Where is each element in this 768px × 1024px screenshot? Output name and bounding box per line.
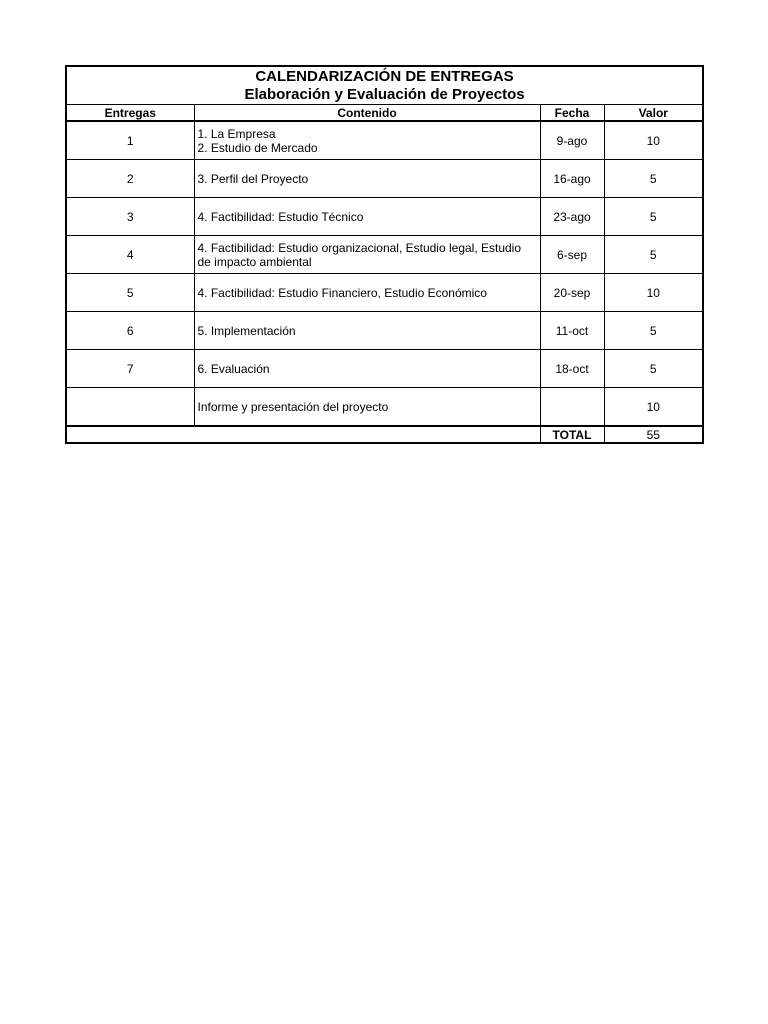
contenido-line: 2. Estudio de Mercado xyxy=(197,140,318,155)
entrega-valor: 5 xyxy=(604,160,703,198)
table-row xyxy=(66,121,703,160)
contenido-line: 6. Evaluación xyxy=(197,361,270,376)
table-row xyxy=(66,274,703,312)
contenido-line: 4. Factibilidad: Estudio organizacional, Estudio legal, Estudio xyxy=(197,240,522,255)
title-row xyxy=(66,66,703,105)
entrega-fecha: 11-oct xyxy=(540,312,604,350)
table-row xyxy=(66,236,703,274)
header-entregas: Entregas xyxy=(66,105,194,122)
contenido-line: 1. La Empresa xyxy=(197,126,276,141)
table-title xyxy=(66,66,703,105)
entrega-fecha: 20-sep xyxy=(540,274,604,312)
table-row xyxy=(66,312,703,350)
entrega-contenido xyxy=(194,236,540,274)
delivery-schedule-table xyxy=(65,65,704,444)
entrega-fecha: 16-ago xyxy=(540,160,604,198)
contenido-line: Informe y presentación del proyecto xyxy=(197,399,389,414)
header-fecha: Fecha xyxy=(540,105,604,122)
entrega-number xyxy=(66,388,194,427)
total-spacer-2 xyxy=(194,426,540,443)
entrega-valor: 5 xyxy=(604,236,703,274)
header-valor: Valor xyxy=(604,105,703,122)
entrega-number: 6 xyxy=(66,312,194,350)
total-label: TOTAL xyxy=(540,426,604,443)
entrega-fecha: 23-ago xyxy=(540,198,604,236)
entrega-contenido xyxy=(194,274,540,312)
entrega-number: 1 xyxy=(66,121,194,160)
entrega-valor: 10 xyxy=(604,388,703,427)
header-contenido: Contenido xyxy=(194,105,540,122)
entrega-fecha xyxy=(540,388,604,427)
table-row xyxy=(66,350,703,388)
title-subtitle: Elaboración y Evaluación de Proyectos xyxy=(244,86,525,103)
table-body xyxy=(66,121,703,426)
entrega-valor: 10 xyxy=(604,274,703,312)
entrega-fecha: 9-ago xyxy=(540,121,604,160)
entrega-valor: 5 xyxy=(604,312,703,350)
entrega-number: 5 xyxy=(66,274,194,312)
entrega-valor: 10 xyxy=(604,121,703,160)
entrega-number: 4 xyxy=(66,236,194,274)
total-row xyxy=(66,426,703,443)
entrega-contenido xyxy=(194,160,540,198)
contenido-line: 5. Implementación xyxy=(197,323,296,338)
entrega-number: 3 xyxy=(66,198,194,236)
entrega-number: 7 xyxy=(66,350,194,388)
entrega-contenido xyxy=(194,388,540,427)
header-row xyxy=(66,105,703,122)
entrega-fecha: 6-sep xyxy=(540,236,604,274)
entrega-valor: 5 xyxy=(604,198,703,236)
entrega-number: 2 xyxy=(66,160,194,198)
table-row xyxy=(66,198,703,236)
entrega-contenido xyxy=(194,312,540,350)
total-spacer xyxy=(66,426,194,443)
contenido-line: de impacto ambiental xyxy=(197,254,312,269)
entrega-contenido xyxy=(194,121,540,160)
table-row xyxy=(66,160,703,198)
title-main: CALENDARIZACIÓN DE ENTREGAS xyxy=(255,68,514,85)
contenido-line: 4. Factibilidad: Estudio Financiero, Estudio Económico xyxy=(197,285,487,300)
contenido-line: 3. Perfil del Proyecto xyxy=(197,171,309,186)
entrega-fecha: 18-oct xyxy=(540,350,604,388)
entrega-valor: 5 xyxy=(604,350,703,388)
entrega-contenido xyxy=(194,198,540,236)
contenido-line: 4. Factibilidad: Estudio Técnico xyxy=(197,209,364,224)
table-row xyxy=(66,388,703,427)
total-value: 55 xyxy=(604,426,703,443)
entrega-contenido xyxy=(194,350,540,388)
